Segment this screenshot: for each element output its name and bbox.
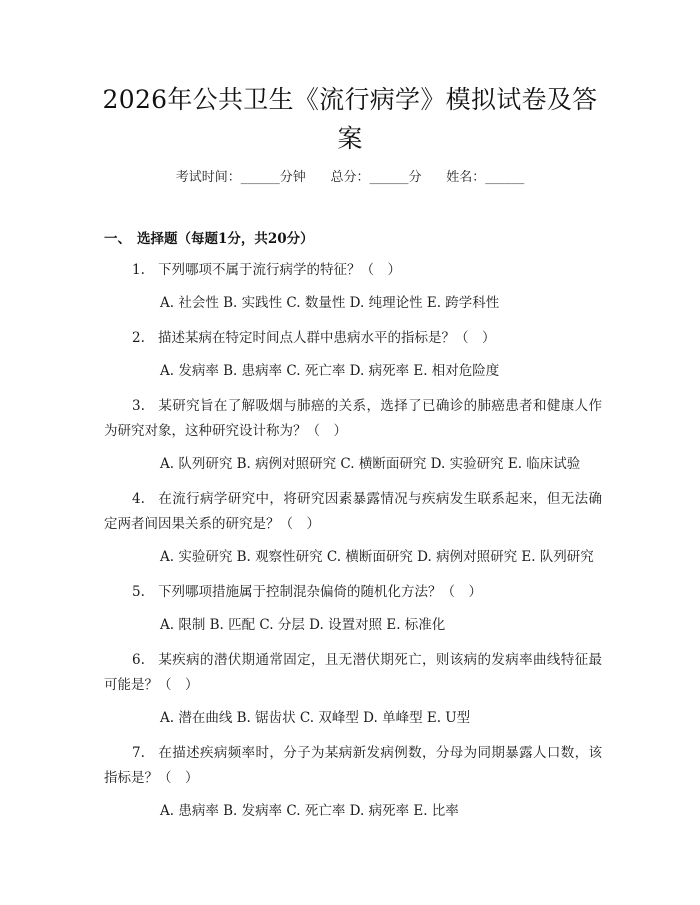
section-number: 一、	[104, 231, 131, 247]
question-5-options: A. 限制 B. 匹配 C. 分层 D. 设置对照 E. 标准化	[160, 617, 446, 633]
question-text: 某疾病的潜伏期通常固定，且无潜伏期死亡，则该病的发病率曲线特征最可能是？（ ）	[104, 652, 602, 693]
question-4	[104, 487, 602, 537]
question-number: 7.	[132, 745, 145, 761]
question-3-options: A. 队列研究 B. 病例对照研究 C. 横断面研究 D. 实验研究 E. 临床试验	[160, 456, 581, 472]
question-number: 1.	[132, 262, 145, 278]
question-text: 描述某病在特定时间点人群中患病水平的指标是？（ ）	[158, 330, 496, 346]
question-1-options: A. 社会性 B. 实践性 C. 数量性 D. 纯理论性 E. 跨学科性	[160, 295, 500, 311]
question-number: 5.	[132, 584, 145, 600]
question-text: 下列哪项措施属于控制混杂偏倚的随机化方法？（ ）	[158, 584, 482, 600]
question-list	[104, 258, 602, 834]
question-text: 某研究旨在了解吸烟与肺癌的关系，选择了已确诊的肺癌患者和健康人作为研究对象，这种研究设计称为？（ ）	[104, 398, 602, 439]
exam-info-line: 考试时间：______分钟 总分：______分 姓名：______	[175, 170, 525, 185]
question-text: 在流行病学研究中，将研究因素暴露情况与疾病发生联系起来，但无法确定两者间因果关系的研究是？（ ）	[104, 491, 602, 532]
question-number: 3.	[132, 398, 145, 414]
question-number: 4.	[132, 491, 145, 507]
question-4-options: A. 实验研究 B. 观察性研究 C. 横断面研究 D. 病例对照研究 E. 队列研究	[160, 549, 594, 565]
question-5	[104, 580, 602, 605]
question-2	[104, 326, 602, 351]
question-text: 在描述疾病频率时，分子为某病新发病例数，分母为同期暴露人口数，该指标是？（ ）	[104, 745, 602, 786]
question-1	[104, 258, 602, 283]
section-title: 选择题（每题1分，共20分）	[137, 231, 314, 247]
question-7-options: A. 患病率 B. 发病率 C. 死亡率 D. 病死率 E. 比率	[160, 803, 459, 819]
question-6-options: A. 潜在曲线 B. 锯齿状 C. 双峰型 D. 单峰型 E. U型	[160, 710, 471, 726]
question-6	[104, 648, 602, 698]
question-7	[104, 741, 602, 791]
question-number: 2.	[132, 330, 145, 346]
page-title: 2026年公共卫生《流行病学》模拟试卷及答案	[102, 85, 598, 153]
question-3	[104, 394, 602, 444]
question-2-options: A. 发病率 B. 患病率 C. 死亡率 D. 病死率 E. 相对危险度	[160, 363, 500, 379]
question-number: 6.	[132, 652, 145, 668]
section-heading	[104, 229, 314, 249]
question-text: 下列哪项不属于流行病学的特征？（ ）	[158, 262, 401, 278]
